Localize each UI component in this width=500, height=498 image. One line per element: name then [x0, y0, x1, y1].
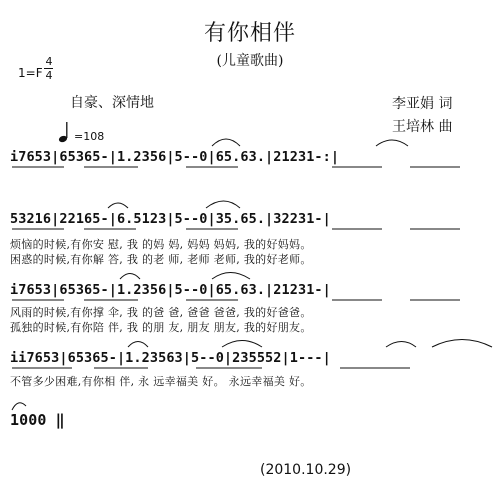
lyric-line-3b: 孤独的时候,有你陪 伴, 我 的朋 友, 朋友 朋友, 我的好朋友。 [10, 321, 312, 334]
composer-credit: 王培林 曲 [392, 119, 453, 135]
meter-top: 4 [45, 55, 53, 68]
quarter-note-icon [58, 121, 74, 143]
lyric-line-2a: 烦恼的时候,有你安 慰, 我 的妈 妈, 妈妈 妈妈, 我的好妈妈。 [10, 238, 312, 251]
score-line-2: 53216|22165-|6.5123|5--0|35.65.|32231-| [10, 211, 331, 227]
song-subtitle: (儿童歌曲) [216, 53, 284, 69]
slur-marks [12, 139, 492, 410]
score-line-4: ii7653|65365-|1.23563|5--0|235552|1---| [10, 350, 331, 366]
tempo-marking: =108 [74, 130, 105, 143]
score-line-1: i7653|65365-|1.2356|5--0|65.63.|21231-:| [10, 149, 340, 165]
expression-mark: 自豪、深情地 [70, 95, 154, 111]
time-signature [44, 56, 54, 81]
meter-bottom: 4 [45, 69, 53, 82]
song-title: 有你相伴 [203, 21, 296, 46]
score-line-3: i7653|65365-|1.2356|5--0|65.63.|21231-| [10, 282, 331, 298]
lyric-line-3a: 风雨的时候,有你撑 伞, 我 的爸 爸, 爸爸 爸爸, 我的好爸爸。 [10, 306, 312, 319]
lyricist-credit: 李亚娟 词 [392, 96, 453, 112]
score-line-5: 1000 ‖ [10, 411, 65, 429]
lyric-line-2b: 困惑的时候,有你解 答, 我 的老 师, 老师 老师, 我的好老师。 [10, 253, 312, 266]
beam-lines [12, 167, 460, 368]
lyric-line-4: 不管多少困难,有你相 伴, 永 远幸福美 好。 永远幸福美 好。 [10, 375, 312, 388]
composition-date: (2010.10.29) [260, 462, 352, 478]
key-signature: 1=F [18, 66, 43, 80]
